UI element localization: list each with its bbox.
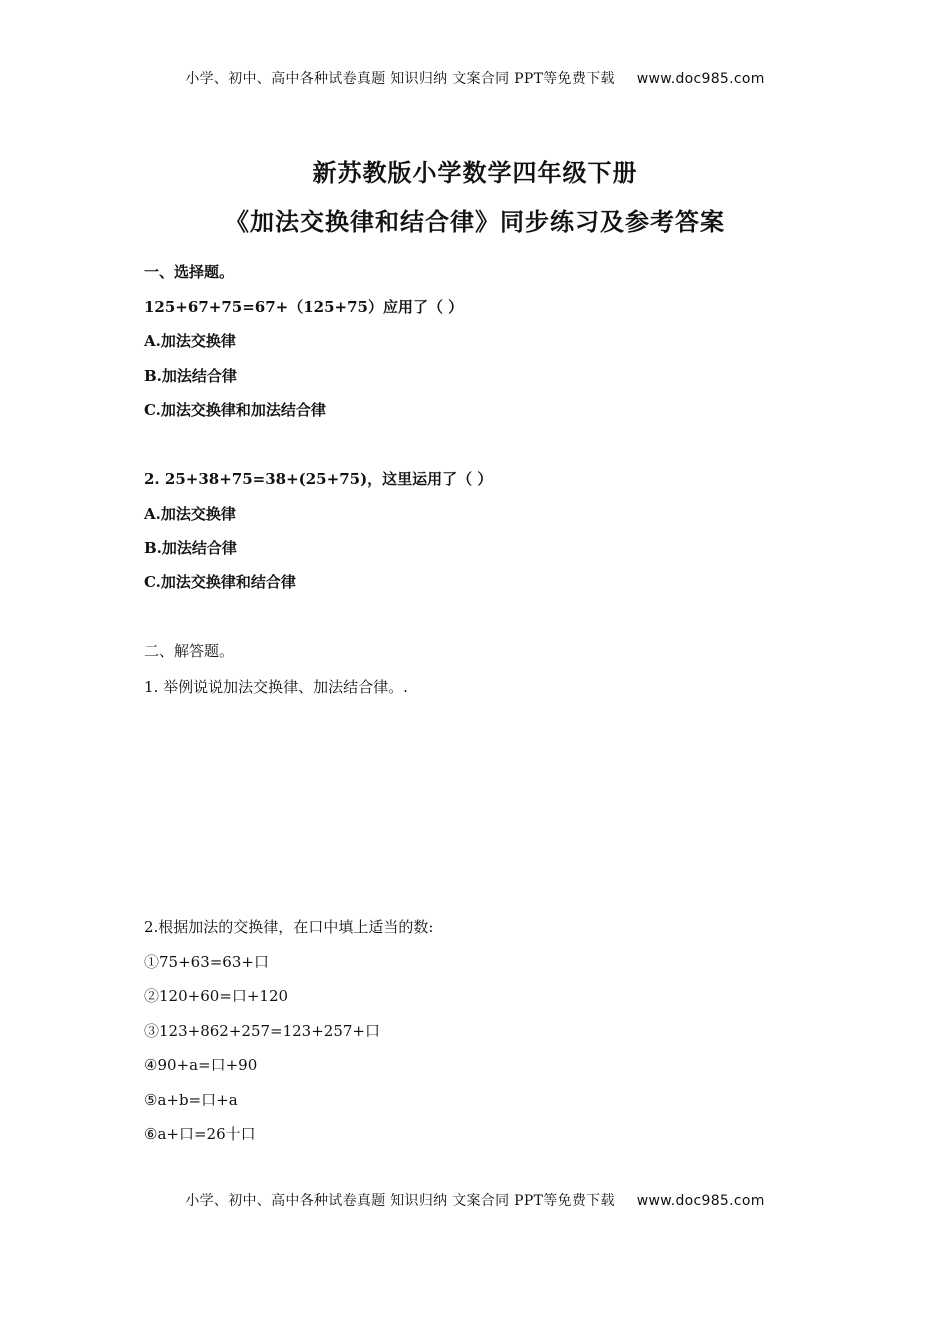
question-stem: 125+67+75=67+（125+75）应用了（ ） xyxy=(144,298,464,316)
footer-url-link[interactable]: www.doc985.com xyxy=(636,1193,765,1209)
option-c: C.加法交换律和结合律 xyxy=(144,573,296,591)
question-stem: 2.根据加法的交换律，在口中填上适当的数: xyxy=(144,918,434,936)
list-item: ①75+63=63+口 xyxy=(144,953,269,971)
page-footer xyxy=(0,1190,950,1210)
option-a: A.加法交换律 xyxy=(144,505,236,523)
section-heading-answer: 二、解答题。 xyxy=(144,642,235,660)
list-item: ③123+862+257=123+257+口 xyxy=(144,1022,380,1040)
section-heading-choice: 一、选择题。 xyxy=(144,263,235,281)
document-title: 新苏教版小学数学四年级下册 xyxy=(312,158,638,187)
list-item: ⑤a+b=口+a xyxy=(144,1091,238,1109)
list-item: ④90+a=口+90 xyxy=(144,1056,258,1074)
document-subtitle: 《加法交换律和结合律》同步练习及参考答案 xyxy=(225,207,725,236)
footer-text: 小学、初中、高中各种试卷真题 知识归纳 文案合同 PPT等免费下载 xyxy=(185,1193,615,1209)
header-url-link[interactable]: www.doc985.com xyxy=(636,71,765,87)
question-stem: 1. 举例说说加法交换律、加法结合律。. xyxy=(144,678,408,696)
list-item: ⑥a+口=26十口 xyxy=(144,1125,256,1143)
question-stem: 2. 25+38+75=38+(25+75)，这里运用了（ ） xyxy=(144,470,493,488)
option-b: B.加法结合律 xyxy=(144,539,237,557)
header-text: 小学、初中、高中各种试卷真题 知识归纳 文案合同 PPT等免费下载 xyxy=(185,71,615,87)
option-b: B.加法结合律 xyxy=(144,367,237,385)
list-item: ②120+60=口+120 xyxy=(144,987,289,1005)
option-c: C.加法交换律和加法结合律 xyxy=(144,401,326,419)
option-a: A.加法交换律 xyxy=(144,332,236,350)
